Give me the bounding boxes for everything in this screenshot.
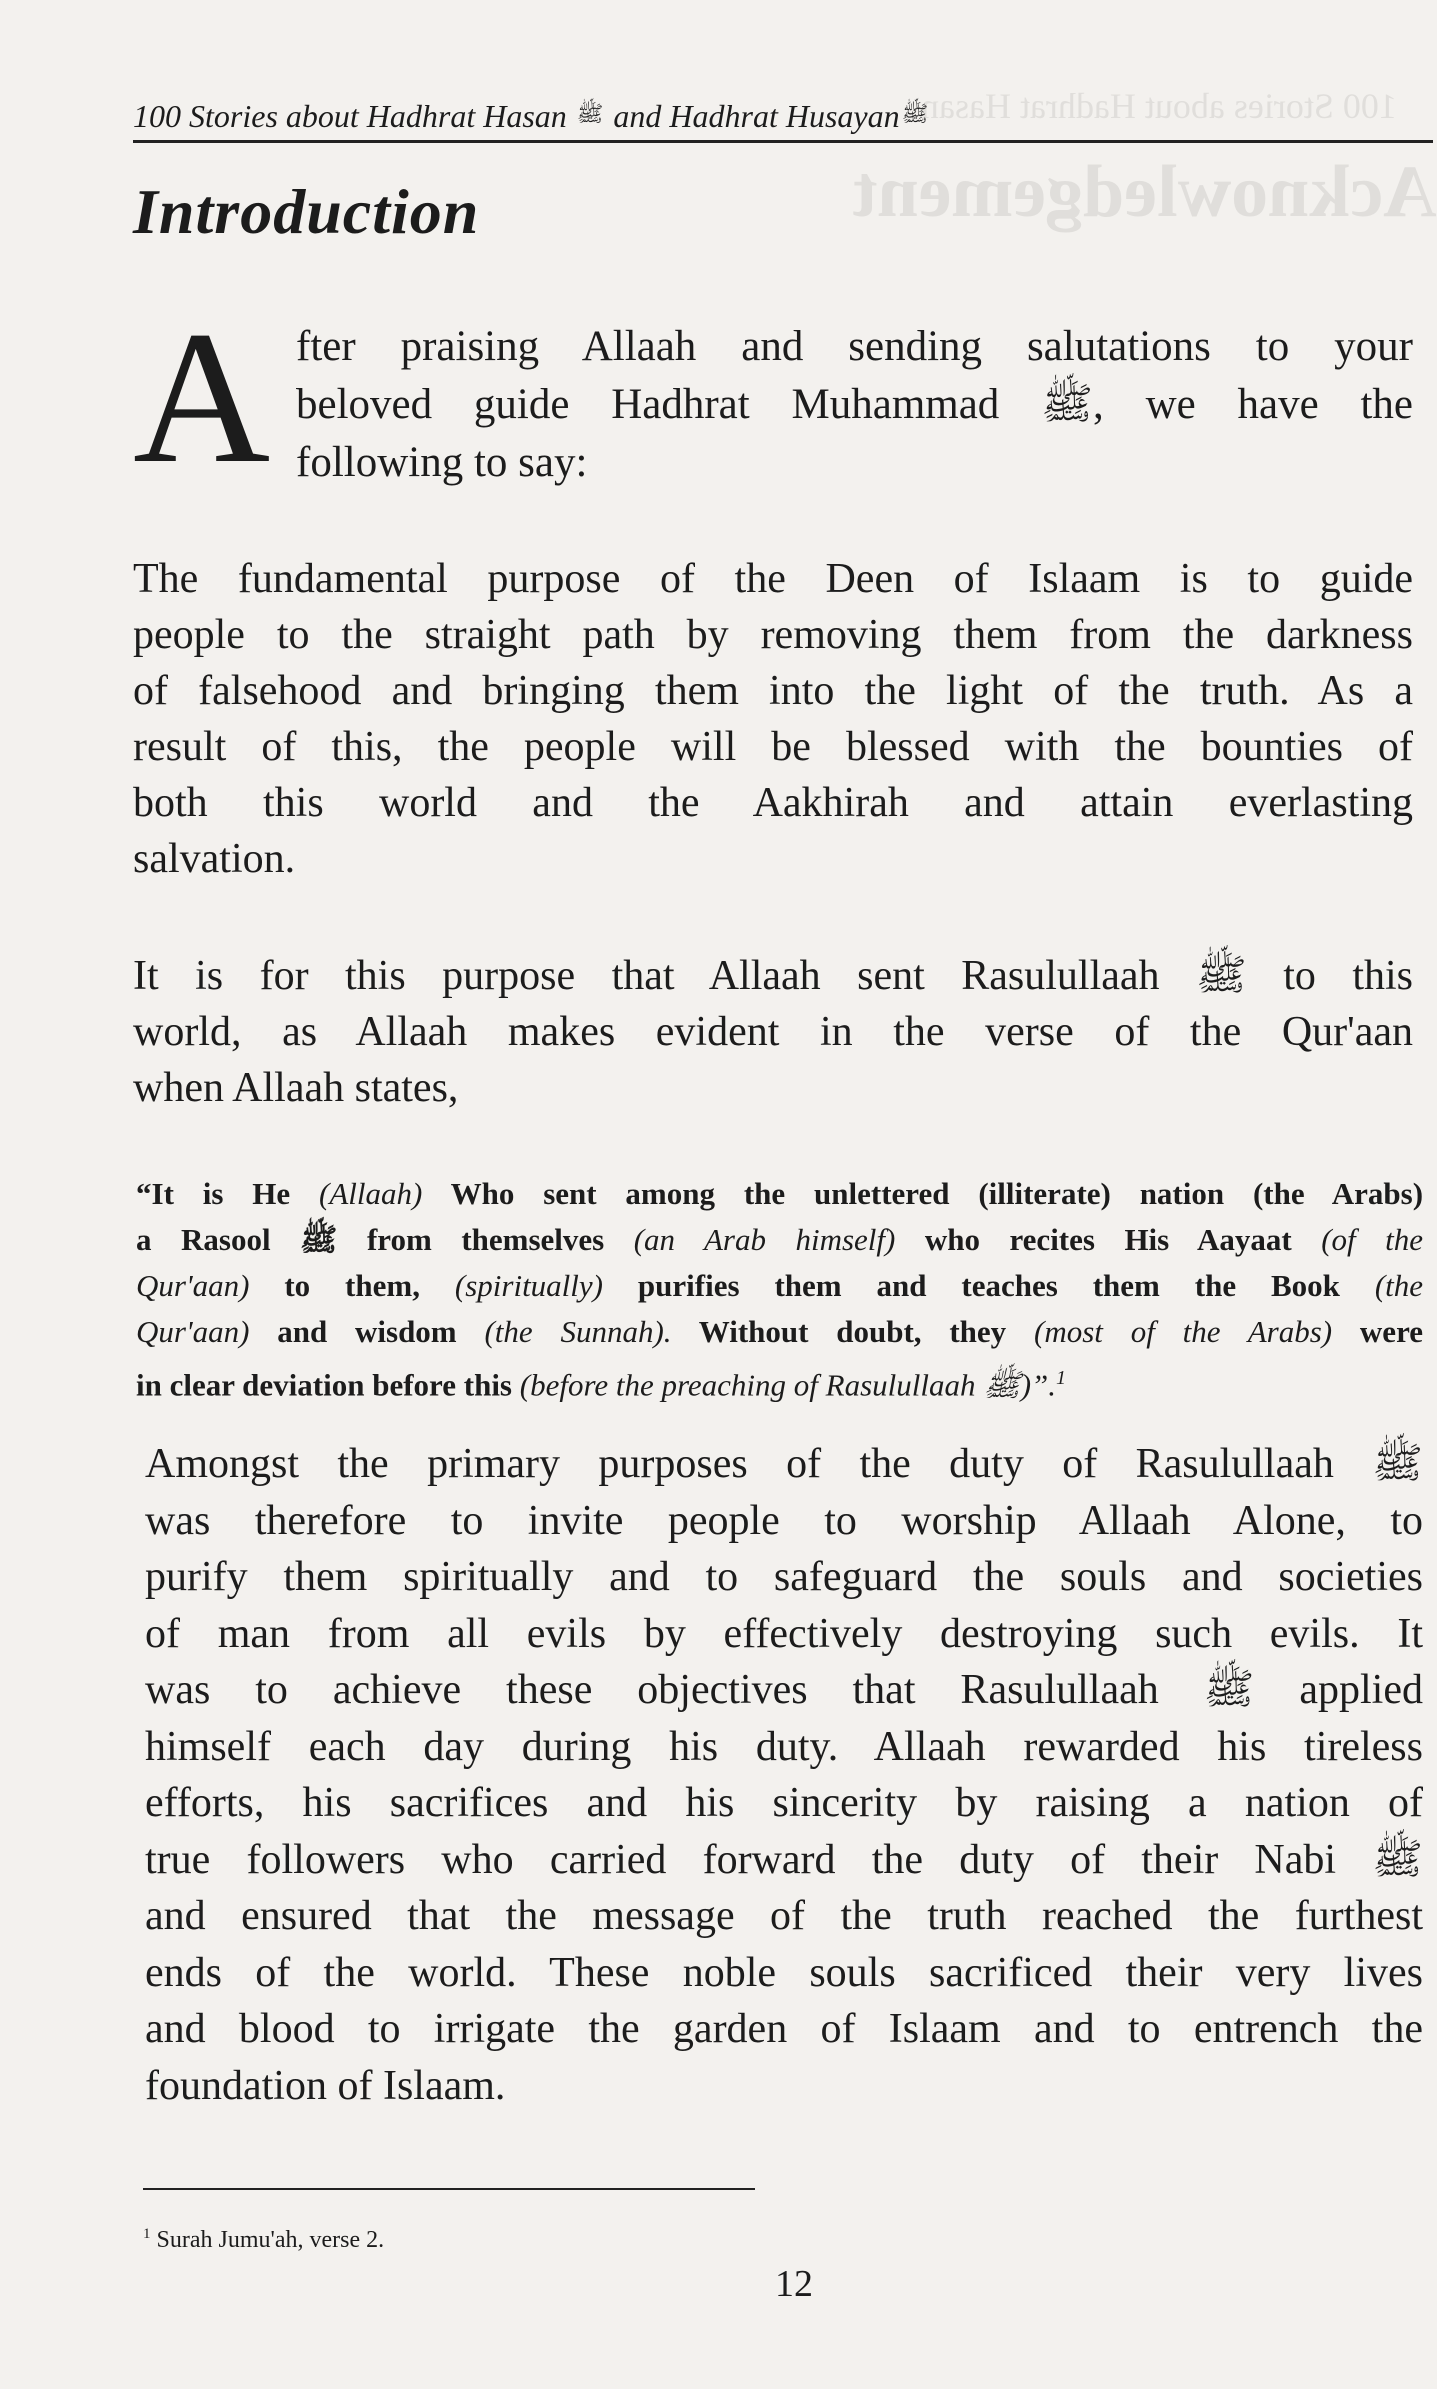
quote-gloss: (the	[1374, 1268, 1424, 1303]
paragraph-line: world, as Allaah makes evident in the verse of the Qur'aan	[133, 1009, 1413, 1055]
quote-gloss: (Allaah)	[319, 1176, 423, 1211]
paragraph-line: Amongst the primary purposes of the duty of Rasulullaah ﷺ	[145, 1441, 1423, 1487]
paragraph-line: was to achieve these objectives that Rasulullaah ﷺ applied	[145, 1667, 1423, 1713]
paragraph-line: purify them spiritually and to safeguard the souls and societies	[145, 1554, 1423, 1600]
paragraph-line: result of this, the people will be blessed with the bounties of	[133, 724, 1413, 770]
footnote-reference[interactable]: 1	[1056, 1367, 1067, 1389]
paragraph-rasulullaah	[133, 948, 1413, 1116]
paragraph-line: was therefore to invite people to worship Allaah Alone, to	[145, 1497, 1423, 1544]
paragraph-line: ends of the world. These noble souls sacrificed their very lives	[145, 1949, 1423, 1996]
quote-gloss: Qur'aan)	[136, 1314, 250, 1349]
paragraph-line: The fundamental purpose of the Deen of Islaam is to guide	[133, 556, 1413, 602]
paragraph-line: of falsehood and bringing them into the light of the truth. As a	[133, 668, 1413, 714]
paragraph-primary-purposes	[145, 1436, 1423, 2114]
paragraph-line: efforts, his sacrifices and his sincerity by raising a nation of	[145, 1780, 1423, 1826]
paragraph-purpose	[133, 551, 1413, 887]
quote-gloss: (an Arab himself)	[633, 1222, 896, 1257]
honorific-icon: ﷺ	[576, 102, 604, 127]
running-title-part-b: and Hadhrat Husayan	[613, 98, 900, 134]
quote-text: to them,	[284, 1268, 420, 1303]
running-title-part-a: 100 Stories about Hadhrat Hasan	[133, 98, 567, 134]
footnote-text: Surah Jumu'ah, verse 2.	[156, 2227, 385, 2253]
quote-text: “It is He	[136, 1176, 291, 1211]
footnote	[143, 2226, 384, 2254]
paragraph-line: both this world and the Aakhirah and attain everlasting	[133, 780, 1413, 826]
quran-verse-quote	[136, 1171, 1423, 1408]
quote-text: in clear deviation before this	[136, 1367, 512, 1403]
page-number: 12	[775, 2263, 813, 2305]
quote-text: and wisdom	[277, 1314, 457, 1349]
paragraph-line: of man from all evils by effectively destroying such evils. It	[145, 1610, 1423, 1657]
paragraph-line: people to the straight path by removing them from the darkness	[133, 612, 1413, 658]
quote-gloss: (most of the Arabs)	[1034, 1314, 1333, 1349]
quote-gloss: Qur'aan)	[136, 1268, 250, 1303]
quote-gloss: (before the preaching of Rasulullaah ﷺ)”.	[519, 1367, 1057, 1403]
paragraph-line: following to say:	[296, 439, 588, 486]
paragraph-line: true followers who carried forward the duty of their Nabi ﷺ	[145, 1836, 1423, 1883]
footnote-marker: 1	[143, 2226, 151, 2242]
bleed-through-header: 100 Stories about Hadhrat Hasan	[921, 86, 1397, 126]
page-title: Introduction	[133, 176, 480, 247]
quote-text: a Rasool ﷺ from themselves	[136, 1222, 605, 1257]
paragraph-line: beloved guide Hadhrat Muhammad ﷺ, we have the	[296, 381, 1413, 428]
quote-gloss: (spiritually)	[454, 1268, 603, 1303]
quote-text: purifies them and teaches them the Book	[637, 1268, 1340, 1303]
quote-gloss: (of the	[1321, 1222, 1424, 1257]
paragraph-line: It is for this purpose that Allaah sent Rasulullaah ﷺ to this	[133, 953, 1414, 999]
quote-gloss: (the Sunnah).	[484, 1314, 672, 1349]
quote-text: who recites His Aayaat	[924, 1222, 1292, 1257]
drop-cap: A	[133, 293, 271, 503]
paragraph-line: fter praising Allaah and sending salutations to your	[296, 323, 1413, 370]
bleed-through-title: Acknowledgement	[853, 151, 1437, 233]
quote-text: were	[1359, 1314, 1424, 1349]
quote-text: Who sent among the unlettered (illiterate) nation (the Arabs)	[450, 1176, 1424, 1211]
paragraph-line: salvation.	[133, 836, 296, 882]
paragraph-line: foundation of Islaam.	[145, 2062, 506, 2109]
paragraph-line: when Allaah states,	[133, 1065, 459, 1111]
honorific-icon: ﷺ	[901, 102, 929, 127]
quote-text: Without doubt, they	[698, 1314, 1007, 1349]
paragraph-line: himself each day during his duty. Allaah rewarded his tireless	[145, 1723, 1423, 1770]
paragraph-line: and blood to irrigate the garden of Islaam and to entrench the	[145, 2006, 1423, 2052]
footnote-divider	[143, 2188, 755, 2190]
opening-paragraph	[133, 293, 1413, 503]
paragraph-line: and ensured that the message of the truth reached the furthest	[145, 1893, 1423, 1939]
running-header	[133, 95, 1433, 143]
